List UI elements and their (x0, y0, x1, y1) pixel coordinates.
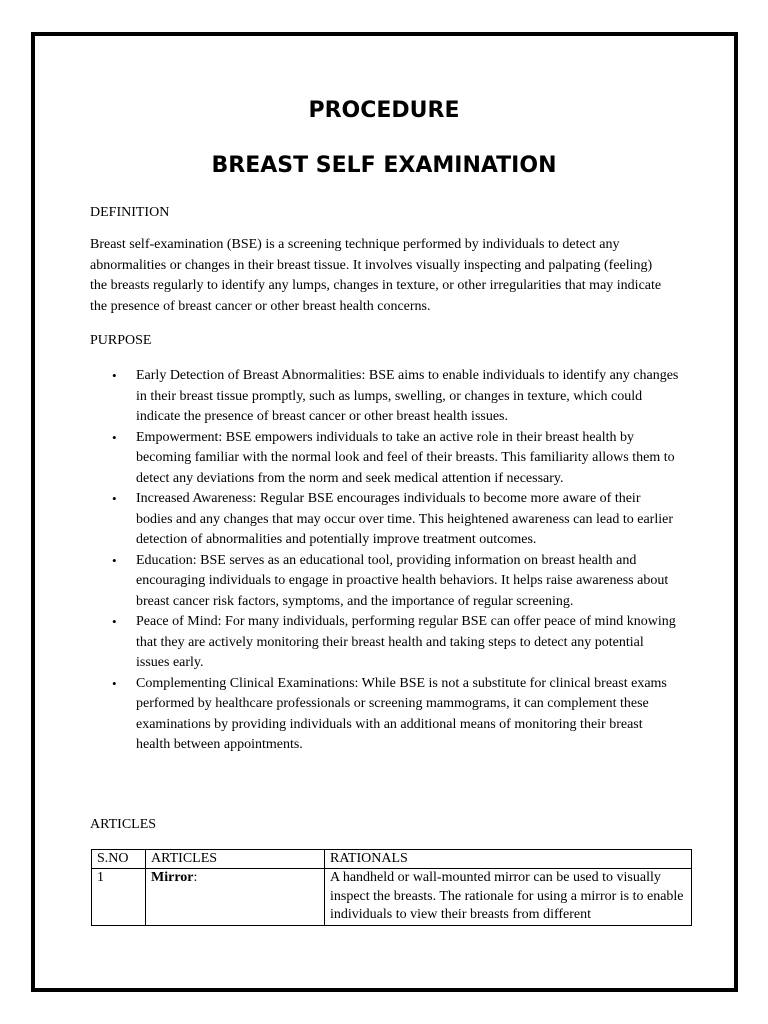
purpose-list-item (90, 551, 680, 613)
page-title: PROCEDURE (308, 98, 460, 123)
purpose-item-text: Peace of Mind: For many individuals, performing regular BSE can offer peace of mind knowing that they are actively monitoring their breast health and taking steps to detect any potential issues early. (136, 614, 676, 670)
bullet-icon: • (112, 614, 117, 629)
purpose-heading: PURPOSE (90, 333, 152, 348)
column-header-sno: S.NO (92, 850, 146, 869)
purpose-list-item (90, 674, 680, 756)
page-subtitle: BREAST SELF EXAMINATION (211, 153, 557, 178)
bullet-icon: • (112, 552, 117, 568)
column-header-articles: ARTICLES (146, 850, 325, 869)
purpose-item-text: Increased Awareness: Regular BSE encourages individuals to become more aware of their bodies and any changes that may occur over time. This heightened awareness can lead to earlier detection of abnormalities and potentially improve treatment outcomes. (136, 491, 673, 547)
purpose-list-item (90, 612, 680, 674)
articles-table (91, 849, 692, 926)
table-row (92, 869, 692, 926)
article-name: Mirror (151, 870, 194, 885)
purpose-item-text: Empowerment: BSE empowers individuals to take an active role in their breast health by becoming familiar with the normal look and feel of their breasts. This familiarity allows them to detect any deviations from the norm and seek medical attention if necessary. (136, 429, 675, 486)
bullet-icon: • (112, 429, 117, 445)
cell-rational: A handheld or wall-mounted mirror can be used to visually inspect the breasts. The rationale for using a mirror is to enable individuals to view their breasts from different (325, 869, 692, 926)
definition-paragraph: Breast self-examination (BSE) is a screening technique performed by individuals to detect any abnormalities or changes in their breast tissue. It involves visually inspecting and palpating (feeling) the breasts regularly to identify any lumps, changes in texture, or other irregularities that may indicate the presence of breast cancer or other breast health concerns. (90, 237, 662, 314)
purpose-list-item (90, 428, 680, 490)
bullet-icon: • (112, 491, 117, 506)
cell-article (146, 869, 325, 926)
definition-heading: DEFINITION (90, 205, 170, 220)
purpose-item-text: Education: BSE serves as an educational tool, providing information on breast health and encouraging individuals to engage in proactive health behaviors. It helps raise awareness about breast cancer risk factors, symptoms, and the importance of regular screening. (136, 552, 669, 609)
table-header-row (92, 850, 692, 869)
purpose-list-item (90, 489, 680, 551)
cell-sno: 1 (92, 869, 146, 926)
articles-heading: ARTICLES (90, 817, 157, 832)
bullet-icon: • (112, 675, 117, 691)
article-colon: : (193, 870, 198, 885)
purpose-item-text: Early Detection of Breast Abnormalities: BSE aims to enable individuals to identify any changes in their breast tissue promptly, such as lumps, swelling, or changes in texture, which could indicate the presence of breast cancer or other breast health issues. (136, 368, 679, 424)
purpose-list (90, 366, 680, 756)
bullet-icon: • (112, 368, 117, 383)
purpose-list-item (90, 366, 680, 428)
column-header-rationals: RATIONALS (325, 850, 692, 869)
purpose-item-text: Complementing Clinical Examinations: While BSE is not a substitute for clinical breast exams performed by healthcare professionals or screening mammograms, it can complement these examinations by providing individuals with an additional means of monitoring their breast health between appointments. (136, 675, 667, 752)
